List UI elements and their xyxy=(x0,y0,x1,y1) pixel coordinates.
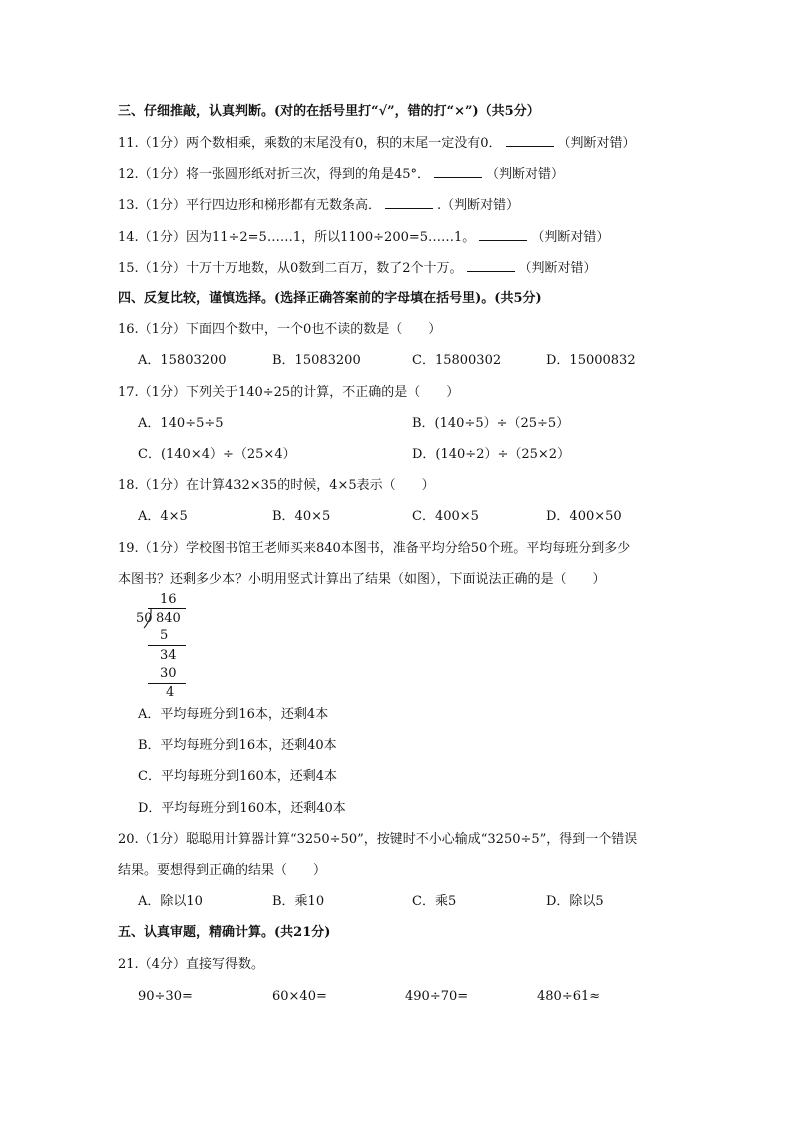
option-d[interactable]: D．(140÷2）÷（25×2） xyxy=(412,447,571,462)
option-c[interactable]: C．平均每班分到160本，还剩4本 xyxy=(138,769,338,784)
division-dividend: 840 xyxy=(156,611,181,626)
question-13 xyxy=(118,196,519,215)
option-d[interactable]: D．400×50 xyxy=(546,509,622,524)
option-c[interactable]: C．400×5 xyxy=(412,509,479,524)
question-11-text: 11.（1分）两个数相乘，乘数的末尾没有0，积的末尾一定没有0． xyxy=(118,136,502,151)
option-d[interactable]: D．平均每班分到160本，还剩40本 xyxy=(138,801,346,816)
question-13-suffix: .（判断对错） xyxy=(436,198,520,213)
question-15 xyxy=(118,259,597,278)
option-d[interactable]: D．15000832 xyxy=(546,353,636,368)
division-remainder: 4 xyxy=(166,685,175,700)
question-14-text: 14.（1分）因为11÷2=5……1，所以1100÷200=5……1。 xyxy=(118,230,476,245)
answer-blank[interactable] xyxy=(506,134,554,147)
calc-item: 490÷70= xyxy=(405,989,469,1004)
option-b[interactable]: B．乘10 xyxy=(272,894,325,909)
option-c[interactable]: C．(140×4）÷（25×4） xyxy=(138,447,296,462)
question-11 xyxy=(118,134,636,153)
option-b[interactable]: B．(140÷5）÷（25÷5） xyxy=(412,416,570,431)
question-17-text: 17.（1分）下列关于140÷25的计算，不正确的是（ ） xyxy=(118,385,460,400)
calc-item: 90÷30= xyxy=(138,989,193,1004)
division-line xyxy=(148,645,186,646)
division-divisor: 50 xyxy=(136,611,153,626)
question-19-text-line-2: 本图书？还剩多少本？小明用竖式计算出了结果（如图），下面说法正确的是（ ） xyxy=(118,572,606,587)
question-15-text: 15.（1分）十万十万地数，从0数到二百万，数了2个十万。 xyxy=(118,261,463,276)
option-c[interactable]: C．乘5 xyxy=(412,894,457,909)
option-a[interactable]: A．140÷5÷5 xyxy=(138,416,224,431)
division-step-2: 34 xyxy=(160,648,177,663)
division-line xyxy=(148,683,186,684)
question-18-text: 18.（1分）在计算432×35的时候，4×5表示（ ） xyxy=(118,478,435,493)
option-c[interactable]: C．15800302 xyxy=(412,353,502,368)
option-b[interactable]: B．平均每班分到16本，还剩40本 xyxy=(138,738,337,753)
question-15-suffix: （判断对错） xyxy=(518,261,597,276)
answer-blank[interactable] xyxy=(479,228,527,241)
question-16-text: 16.（1分）下面四个数中，一个0也不读的数是（ ） xyxy=(118,322,442,337)
answer-blank[interactable] xyxy=(467,259,515,272)
question-12-text: 12.（1分）将一张圆形纸对折三次，得到的角是45°． xyxy=(118,167,430,182)
division-step-3: 30 xyxy=(160,666,177,681)
question-19-text-line-1: 19.（1分）学校图书馆王老师买来840本图书，准备平均分给50个班。平均每班分到多少 xyxy=(118,541,631,556)
question-14 xyxy=(118,228,609,247)
answer-blank[interactable] xyxy=(434,165,482,178)
question-20-text-line-1: 20.（1分）聪聪用计算器计算“3250÷50”，按键时不小心输成“3250÷5”，得到一个错误 xyxy=(118,832,638,847)
option-d[interactable]: D．除以5 xyxy=(546,894,604,909)
question-11-suffix: （判断对错） xyxy=(557,136,636,151)
option-a[interactable]: A．平均每班分到16本，还剩4本 xyxy=(138,707,329,722)
question-14-suffix: （判断对错） xyxy=(531,230,610,245)
section-3-heading: 三、仔细推敲，认真判断。(对的在括号里打“√”，错的打“×”)（共5分） xyxy=(118,104,540,119)
division-step-1: 5 xyxy=(160,628,169,643)
question-13-text: 13.（1分）平行四边形和梯形都有无数条高． xyxy=(118,198,381,213)
section-4-heading: 四、反复比较，谨慎选择。(选择正确答案前的字母填在括号里)。(共5分) xyxy=(118,291,542,306)
option-b[interactable]: B．15083200 xyxy=(272,353,361,368)
question-12 xyxy=(118,165,564,184)
calc-item: 60×40= xyxy=(272,989,327,1004)
option-b[interactable]: B．40×5 xyxy=(272,509,331,524)
option-a[interactable]: A．除以10 xyxy=(138,894,203,909)
long-division-figure xyxy=(136,592,196,702)
section-5-heading: 五、认真审题，精确计算。(共21分) xyxy=(118,925,331,940)
option-a[interactable]: A．15803200 xyxy=(138,353,227,368)
question-20-text-line-2: 结果。要想得到正确的结果（ ） xyxy=(118,863,327,878)
calc-item: 480÷61≈ xyxy=(537,989,601,1004)
question-12-suffix: （判断对错） xyxy=(486,167,565,182)
option-a[interactable]: A．4×5 xyxy=(138,509,188,524)
division-quotient: 16 xyxy=(160,592,177,607)
question-21-text: 21.（4分）直接写得数。 xyxy=(118,957,264,972)
answer-blank[interactable] xyxy=(385,196,433,209)
